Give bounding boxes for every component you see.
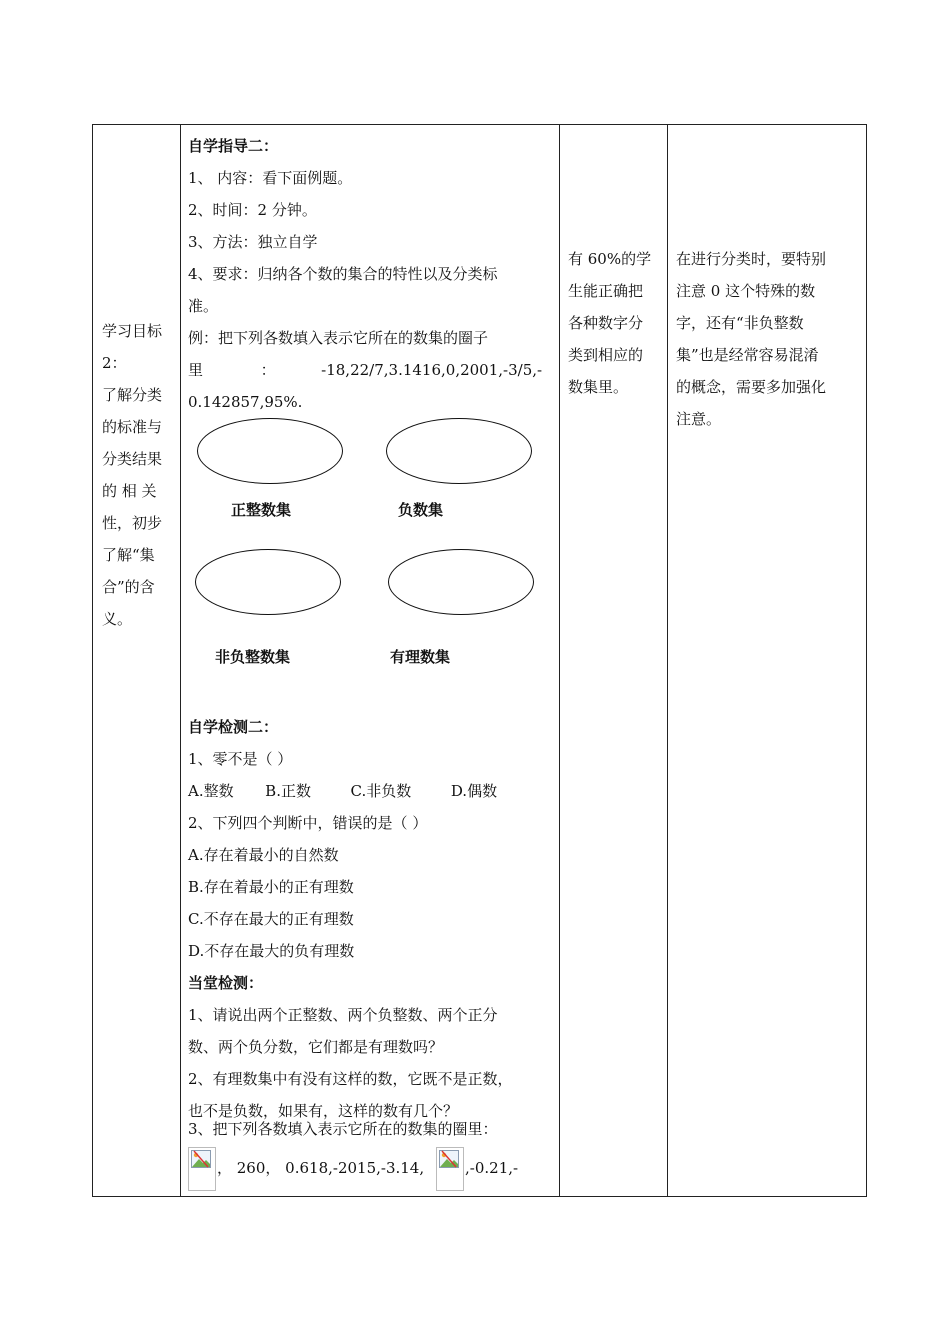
example-text (188, 354, 553, 386)
example-text: 例：把下列各数填入表示它所在的数集的圈子 (188, 329, 489, 347)
question-text: 数、两个负分数，它们都是有理数吗？ (188, 1038, 444, 1056)
broken-image-icon (188, 1147, 216, 1191)
result-line: 类到相应的 (568, 346, 644, 364)
objective-line: 的标准与 (102, 418, 163, 436)
example-numbers: 0.142857,95%. (188, 393, 303, 411)
objective-line: 学习目标 (102, 322, 163, 340)
objective-line: 义。 (102, 610, 133, 628)
option: D.偶数 (450, 782, 498, 800)
question-options (188, 775, 553, 807)
set-circle-positive-integers (197, 418, 343, 484)
note-line: 的概念，需要多加强化 (676, 378, 827, 396)
set-circle-nonnegative-integers (195, 549, 341, 615)
objective-line: 合”的含 (102, 578, 155, 596)
option: D.不存在最大的负有理数 (188, 942, 355, 960)
column-divider (667, 125, 668, 1196)
question-text: 3、把下列各数填入表示它所在的数集的圈里： (188, 1120, 498, 1138)
notes-cell (676, 243, 864, 435)
set-label: 有理数集 (390, 648, 451, 666)
content-cell (188, 130, 553, 418)
objective-line: 性，初步 (102, 514, 163, 532)
option: B.正数 (265, 782, 311, 800)
class-check-title: 当堂检测： (188, 974, 264, 992)
image-placeholder-icon (439, 1150, 459, 1168)
option: C.非负数 (350, 782, 412, 800)
result-cell (568, 243, 663, 403)
guide-requirement: 准。 (188, 297, 219, 315)
question-text: 2、下列四个判断中，错误的是（ ） (188, 814, 428, 832)
example-numbers: -18,22/7,3.1416,0,2001,-3/5,- (321, 361, 543, 379)
question-text: 1、请说出两个正整数、两个负整数、两个正分 (188, 1006, 498, 1024)
question-text: 1、零不是（ ） (188, 750, 293, 768)
check-title: 自学检测二： (188, 718, 279, 736)
result-line: 数集里。 (568, 378, 629, 396)
question-text: 2、有理数集中有没有这样的数，它既不是正数， (188, 1070, 513, 1088)
example-text: ： (260, 361, 276, 379)
objective-line: 了解分类 (102, 386, 163, 404)
set-circle-negative-numbers (386, 418, 532, 484)
option: A.整数 (188, 782, 234, 800)
note-line: 注意。 (676, 410, 722, 428)
example-text: 里 (188, 361, 204, 379)
guide-requirement: 4、要求：归纳各个数的集合的特性以及分类标 (188, 265, 498, 283)
objective-cell (93, 315, 179, 635)
question-text: 也不是负数，如果有，这样的数有几个？ (188, 1102, 459, 1120)
guide-item: 1、 内容：看下面例题。 (188, 169, 353, 187)
result-line: 各种数字分 (568, 314, 644, 332)
note-line: 字，还有“非负整数 (676, 314, 804, 332)
set-label: 非负整数集 (215, 648, 291, 666)
set-label: 正整数集 (231, 501, 292, 519)
option: A.存在着最小的自然数 (188, 846, 339, 864)
guide-title: 自学指导二： (188, 137, 279, 155)
result-line: 生能正确把 (568, 282, 644, 300)
set-circle-rational-numbers (388, 549, 534, 615)
column-divider (559, 125, 560, 1196)
broken-image-icon (436, 1147, 464, 1191)
option: B.存在着最小的正有理数 (188, 878, 354, 896)
note-line: 注意 0 这个特殊的数 (676, 282, 816, 300)
guide-item: 3、方法：独立自学 (188, 233, 318, 251)
number-list: ,-0.21,- (465, 1159, 519, 1177)
self-check-section (188, 711, 553, 1127)
objective-line: 2： (102, 354, 127, 372)
note-line: 在进行分类时，要特别 (676, 250, 827, 268)
lesson-table (92, 124, 867, 1197)
objective-line: 分类结果 (102, 450, 163, 468)
number-list: ， 260， 0.618,-2015,-3.14, (217, 1159, 425, 1177)
objective-line: 的 相 关 (102, 482, 157, 500)
column-divider (180, 125, 181, 1196)
note-line: 集”也是经常容易混淆 (676, 346, 819, 364)
option: C.不存在最大的正有理数 (188, 910, 354, 928)
set-label: 负数集 (398, 501, 444, 519)
objective-line: 了解“集 (102, 546, 155, 564)
guide-item: 2、时间：2 分钟。 (188, 201, 317, 219)
image-placeholder-icon (191, 1150, 211, 1168)
result-line: 有 60%的学 (568, 250, 652, 268)
